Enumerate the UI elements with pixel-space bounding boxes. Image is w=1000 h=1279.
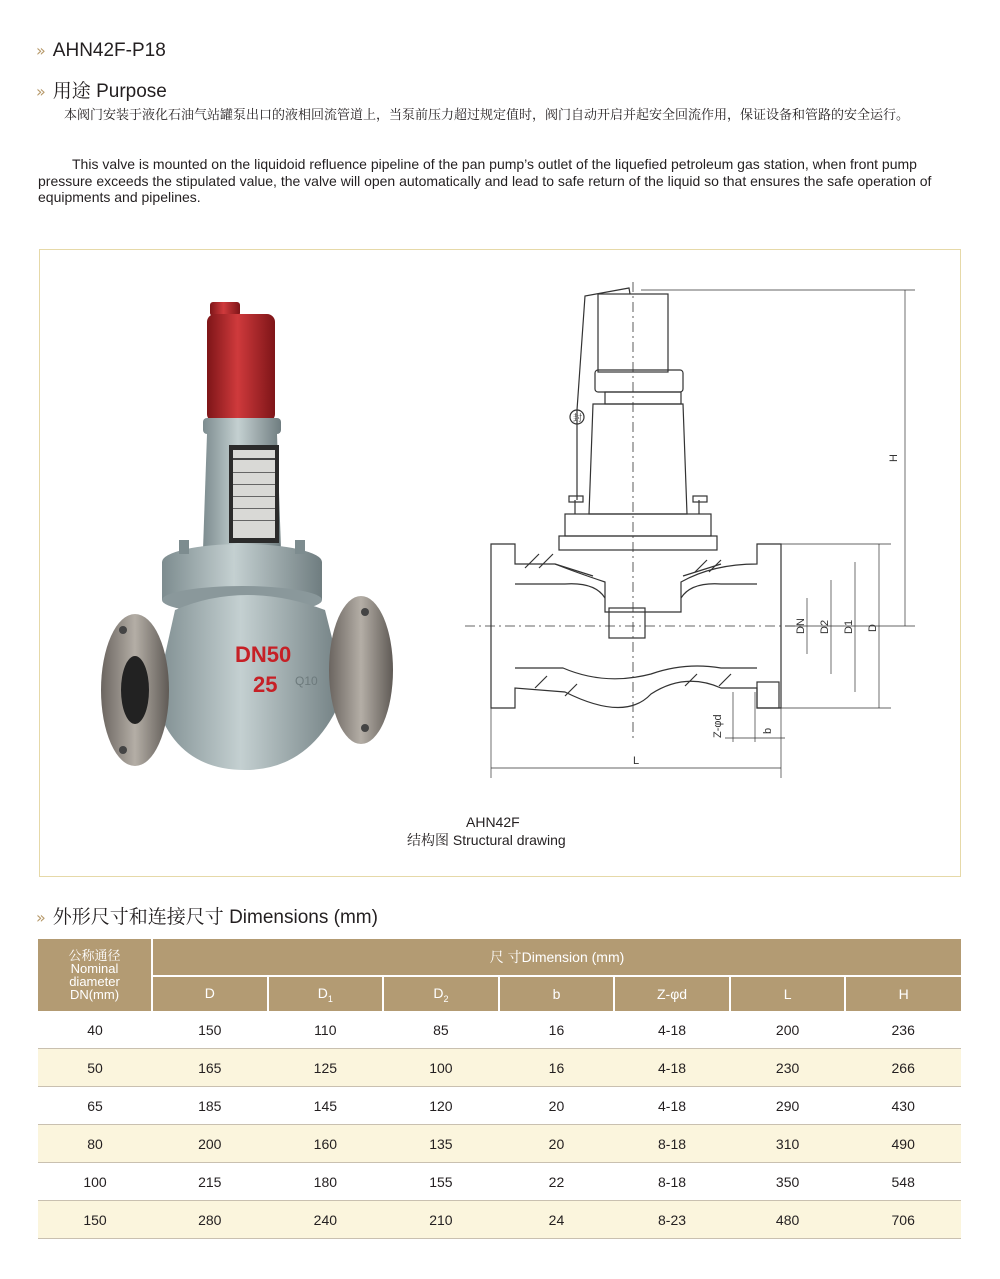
purpose-heading: [36, 76, 167, 103]
table-cell: 135: [383, 1125, 499, 1163]
table-cell: 236: [845, 1011, 961, 1049]
table-cell: 80: [38, 1125, 152, 1163]
table-cell: 50: [38, 1049, 152, 1087]
table-cell: 20: [499, 1087, 615, 1125]
col-header-l: [730, 976, 846, 1011]
table-cell: 4-18: [614, 1049, 730, 1087]
dn-header-line: Nominal: [70, 961, 119, 976]
table-cell: 4-18: [614, 1011, 730, 1049]
table-cell: 160: [268, 1125, 384, 1163]
table-cell: 155: [383, 1163, 499, 1201]
dim-label-h: H: [888, 454, 900, 462]
col-header-text: D: [204, 984, 215, 1001]
table-cell: 210: [383, 1201, 499, 1239]
table-cell: 8-18: [614, 1125, 730, 1163]
col-header-b: [499, 976, 615, 1011]
dim-label-d2: D2: [819, 619, 831, 634]
structural-drawing: [455, 282, 925, 782]
table-cell: 266: [845, 1049, 961, 1087]
model-title: AHN42F-P18: [52, 40, 166, 61]
table-cell: 8-23: [614, 1201, 730, 1239]
table-cell: 22: [499, 1163, 615, 1201]
caption-model: AHN42F: [466, 814, 520, 830]
table-cell: 145: [268, 1087, 384, 1125]
table-row: [38, 1011, 961, 1049]
table-cell: 706: [845, 1201, 961, 1239]
dn-header-line: DN(mm): [69, 987, 120, 1002]
dn-header: [38, 939, 152, 1011]
purpose-title: 用途 Purpose: [52, 81, 167, 102]
table-cell: 430: [845, 1087, 961, 1125]
table-cell: 150: [38, 1201, 152, 1239]
table-cell: 120: [383, 1087, 499, 1125]
table-cell: 280: [152, 1201, 268, 1239]
table-row: [38, 1201, 961, 1239]
table-cell: 24: [499, 1201, 615, 1239]
table-cell: 200: [152, 1125, 268, 1163]
table-row: [38, 1049, 961, 1087]
col-header-text: H: [898, 986, 909, 1002]
dim-label-d1: D1: [843, 619, 855, 634]
col-header-text: b: [552, 986, 561, 1002]
table-cell: 20: [499, 1125, 615, 1163]
chevron-icon: »: [36, 82, 43, 101]
chevron-icon: »: [36, 908, 43, 927]
col-header-zd: [614, 976, 730, 1011]
col-header-text: D: [433, 984, 444, 1001]
dn-header-line: 公称通径: [68, 948, 121, 963]
seal-label: 封: [573, 413, 583, 423]
table-cell: 230: [730, 1049, 846, 1087]
col-header-text: L: [783, 986, 792, 1002]
col-header-text: D: [317, 984, 328, 1001]
table-cell: 110: [268, 1011, 384, 1049]
dim-label-b: b: [762, 727, 774, 734]
col-header-d1: [268, 976, 384, 1011]
table-cell: 40: [38, 1011, 152, 1049]
marking-pn: 25: [253, 672, 278, 697]
table-cell: 215: [152, 1163, 268, 1201]
table-cell: 150: [152, 1011, 268, 1049]
table-cell: 4-18: [614, 1087, 730, 1125]
chevron-icon: »: [36, 41, 43, 60]
col-header-sub: 2: [443, 993, 449, 1004]
model-heading: [36, 40, 166, 62]
table-cell: 65: [38, 1087, 152, 1125]
dim-label-d: D: [867, 624, 879, 632]
dimensions-table: [38, 939, 961, 1239]
table-row: [38, 1087, 961, 1125]
table-cell: 180: [268, 1163, 384, 1201]
table-cell: 100: [383, 1049, 499, 1087]
caption-text: 结构图 Structural drawing: [407, 832, 566, 848]
dimensions-title: 外形尺寸和连接尺寸 Dimensions (mm): [52, 907, 378, 928]
marking-q: Q10: [295, 674, 318, 688]
dim-label-zd: Z-φd: [712, 714, 724, 738]
table-cell: 100: [38, 1163, 152, 1201]
table-cell: 480: [730, 1201, 846, 1239]
col-header-d: [152, 976, 268, 1011]
table-cell: 85: [383, 1011, 499, 1049]
dimension-header: 尺 寸Dimension (mm): [152, 939, 961, 976]
table-cell: 8-18: [614, 1163, 730, 1201]
dimensions-heading: [36, 902, 378, 929]
table-cell: 165: [152, 1049, 268, 1087]
table-cell: 240: [268, 1201, 384, 1239]
purpose-text-en: This valve is mounted on the liquidoid refluence pipeline of the pan pump’s outlet of the liquefied petroleum gas station, when front pump pressure exceeds the stipulated value, the valve will open automatically and lead to safe return of the liquid so that ensures the safe operation of equipments and pipelines.: [38, 156, 932, 205]
table-cell: 16: [499, 1049, 615, 1087]
dn-header-line: diameter: [69, 974, 120, 989]
marking-dn: DN50: [235, 642, 292, 667]
table-row: [38, 1163, 961, 1201]
table-cell: 548: [845, 1163, 961, 1201]
table-cell: 350: [730, 1163, 846, 1201]
table-cell: 16: [499, 1011, 615, 1049]
purpose-text-cn: 本阀门安装于液化石油气站罐泵出口的液相回流管道上，当泵前压力超过规定值时，阀门自动开启并起安全回流作用，保证设备和管路的安全运行。: [64, 107, 910, 122]
col-header-d2: [383, 976, 499, 1011]
valve-photo: [95, 300, 405, 770]
table-cell: 185: [152, 1087, 268, 1125]
table-cell: 490: [845, 1125, 961, 1163]
col-header-sub: 1: [327, 993, 333, 1004]
table-cell: 125: [268, 1049, 384, 1087]
col-header-text: Z-φd: [656, 986, 688, 1002]
table-cell: 290: [730, 1087, 846, 1125]
col-header-h: [845, 976, 961, 1011]
dim-label-dn: DN: [795, 618, 807, 634]
table-cell: 200: [730, 1011, 846, 1049]
dim-label-l: L: [633, 755, 640, 767]
table-row: [38, 1125, 961, 1163]
table-cell: 310: [730, 1125, 846, 1163]
